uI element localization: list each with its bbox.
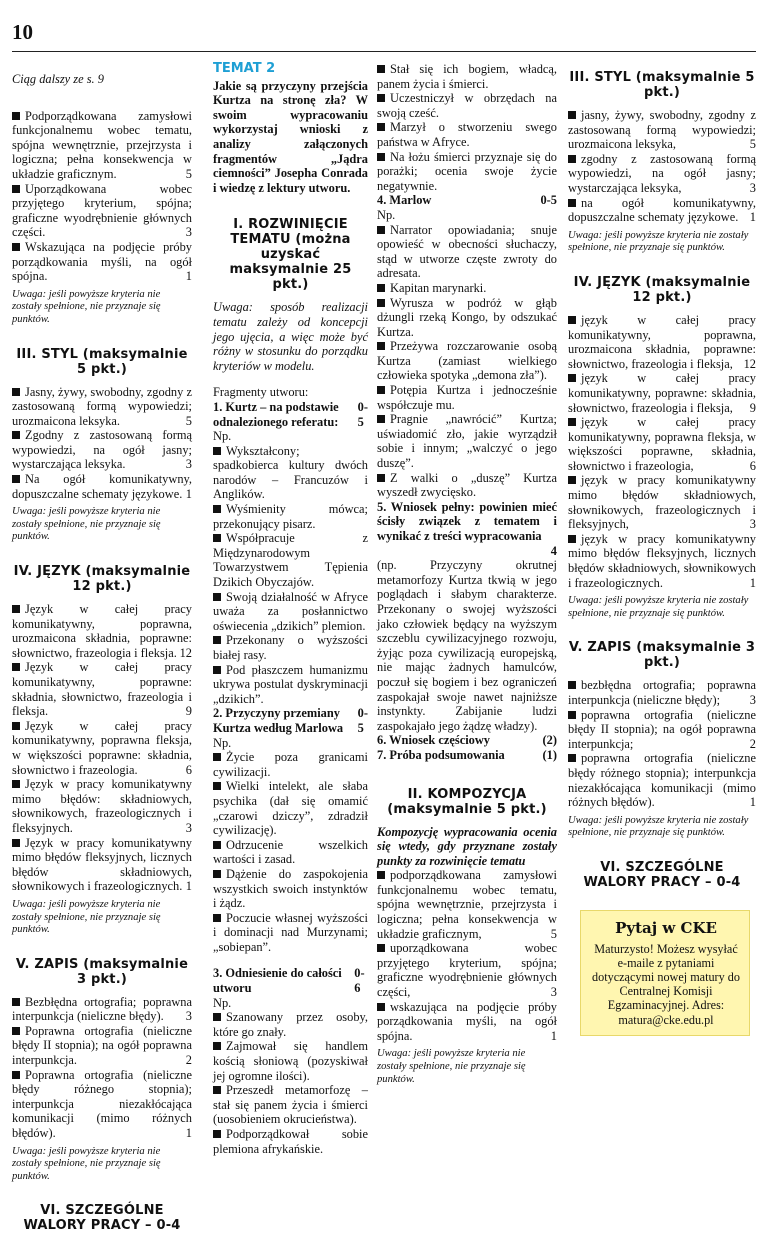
- section-3-title: 3. Odniesienie do całości utworu: [213, 966, 342, 996]
- criterion-text: Język w całej pracy komunikatywny, poprawne: składnia, słownictwo, frazeologia i fleksja.: [12, 660, 192, 719]
- criterion-item: [568, 751, 756, 809]
- criterion-score: 3: [185, 225, 192, 240]
- list-item: [213, 663, 368, 707]
- list-item: [213, 502, 368, 531]
- criterion-text: Język w całej pracy komunikatywny, poprawna fleksja, w większości poprawne: składnia, słownictwo i frazeologia.: [12, 718, 192, 777]
- criterion-text: wskazująca na podjęcie próby porządkowania myśli, na ogół spójna.: [377, 999, 557, 1043]
- square-bullet-icon: [568, 681, 576, 689]
- square-bullet-icon: [568, 155, 576, 163]
- section-4-items: [377, 223, 557, 500]
- criterion-item: [568, 196, 756, 225]
- styl-criteria: [12, 385, 192, 502]
- cke-box-text: Maturzysto! Możesz wysyłać e-maile z pytaniami dotyczącymi nowej matury do Centralnej Komisji Egzaminacyjnej. Adres: matura@cke.edu.pl: [592, 941, 740, 1027]
- square-bullet-icon: [213, 1086, 221, 1094]
- section-heading-jezyk: IV. JĘZYK (maksymalnie 12 pkt.): [13, 564, 191, 595]
- criterion-score: 12: [179, 645, 192, 660]
- criterion-text: Wskazująca na podjęcie próby porządkowania myśli, na ogół spójna.: [12, 239, 192, 284]
- list-item: [377, 62, 557, 91]
- square-bullet-icon: [377, 944, 385, 952]
- square-bullet-icon: [213, 447, 221, 455]
- list-item-text: Stał się ich bogiem, władcą, panem życia i śmierci.: [377, 62, 557, 91]
- criterion-item: [12, 719, 192, 777]
- square-bullet-icon: [12, 780, 20, 788]
- criteria-note: Uwaga: jeśli powyższe kryteria nie zostały spełnione, nie przyznaje się punktów.: [12, 288, 161, 325]
- list-item-text: Odrzucenie wszelkich wartości i zasad.: [213, 837, 368, 867]
- section-5-score: 4: [550, 543, 557, 558]
- list-item: [213, 779, 368, 837]
- criterion-item: [12, 109, 192, 182]
- list-item: [213, 531, 368, 589]
- criterion-text: język w pracy komunikatywny mimo błędów fleksyjnych, licznych błędów składniowych, słownikowych i frazeologicznych.: [568, 531, 756, 590]
- criterion-text: Podporządkowana zamysłowi funkcjonalnemu wobec tematu, spójna wewnętrznie, przejrzysta i logiczna; pełna konsekwencja w układzie graficznym.: [12, 108, 192, 181]
- criterion-score: 1: [550, 1028, 557, 1043]
- list-item-text: Współpracuje z Międzynarodowym Towarzystwem Tępienia Dzikich Obyczajów.: [213, 531, 368, 590]
- square-bullet-icon: [377, 474, 385, 482]
- list-item: [213, 750, 368, 779]
- list-item: [377, 339, 557, 383]
- square-bullet-icon: [568, 199, 576, 207]
- section-3: [213, 966, 368, 995]
- list-item-text: Pragnie „nawrócić” Kurtza; uświadomić zło, jakie wyrządził sobie i innym; „walczyć o jego duszę”.: [377, 412, 557, 471]
- section-heading-jezyk: IV. JĘZYK (maksymalnie 12 pkt.): [573, 274, 751, 305]
- criterion-score: 1: [185, 486, 192, 501]
- square-bullet-icon: [377, 342, 385, 350]
- square-bullet-icon: [377, 65, 385, 73]
- jezyk-criteria: [12, 602, 192, 894]
- square-bullet-icon: [213, 1042, 221, 1050]
- criterion-text: zgodny z zastosowaną formą wypowiedzi, na ogół jasny; wystarczająca leksyka,: [568, 151, 756, 195]
- square-bullet-icon: [12, 722, 20, 730]
- criterion-score: 12: [743, 356, 756, 371]
- list-item: [377, 223, 557, 281]
- square-bullet-icon: [213, 782, 221, 790]
- square-bullet-icon: [12, 475, 20, 483]
- column-2: [213, 62, 368, 1156]
- criterion-score: 5: [550, 926, 557, 941]
- list-item: [213, 867, 368, 911]
- list-item-text: Wykształcony; spadkobierca kultury dwóch narodów – Francuzów i Anglików.: [213, 443, 368, 502]
- section-5-text: (np. Przyczyny okrutnej metamorfozy Kurtza tkwią w jego poglądach i słabym charakterze. Przekonany o swojej wyższości jako człowiek będący na wyższym szczeblu cywilizacyjnego rozwoju, żyjąc poza cywilizacją europejską, nie mając żadnych hamulców, poczuł się bogiem i bez ograniczeń zaspokajał swoje nawet najniższe instynkty. Zabijanie ludzi zaspokajało jego żądzę władzy).: [377, 558, 557, 733]
- square-bullet-icon: [213, 505, 221, 513]
- column-3: [377, 62, 557, 1086]
- np-label: Np.: [377, 207, 396, 222]
- column-1: [12, 72, 192, 1241]
- list-item-text: Przeżywa rozczarowanie osobą Kurtza (zamiast wielkiego człowieka spotyka „demona zła”).: [377, 339, 557, 383]
- criteria-note: Uwaga: jeśli powyższe kryteria nie zostały spełnione, nie przyznaje się punktów.: [568, 814, 749, 839]
- list-item-text: Wyrusza w podróż w głąb dżungli rzeką Kongo, by odszukać Kurtza.: [377, 295, 557, 339]
- criterion-score: 3: [749, 517, 756, 532]
- list-item-text: Dążenie do zaspokojenia wszystkich swoich instynktów i żądz.: [213, 866, 368, 911]
- list-item: [213, 838, 368, 867]
- criterion-score: 6: [185, 762, 192, 777]
- section-1-items: [213, 444, 368, 707]
- criterion-score: 3: [185, 820, 192, 835]
- square-bullet-icon: [568, 111, 576, 119]
- section-6-score: (2): [542, 733, 557, 748]
- list-item: [213, 444, 368, 502]
- kompozycja-criteria: [12, 109, 192, 284]
- section-heading-walory: VI. SZCZEGÓLNE WALORY PRACY – 0-4: [583, 859, 741, 890]
- list-item-text: Poczucie własnej wyższości i dominacji nad Murzynami; „sobiepan”.: [213, 910, 368, 954]
- kompozycja-criteria: [377, 868, 557, 1043]
- section-3-items: [213, 1010, 368, 1156]
- criteria-note: Uwaga: jeśli powyższe kryteria nie zostały spełnione, nie przyznaje się punktów.: [12, 1145, 161, 1182]
- section-5-score-row: [377, 544, 557, 559]
- square-bullet-icon: [568, 754, 576, 762]
- square-bullet-icon: [568, 316, 576, 324]
- column-4: [568, 66, 756, 1036]
- section-4-score: 0-5: [540, 193, 557, 208]
- square-bullet-icon: [377, 871, 385, 879]
- list-item: [377, 471, 557, 500]
- criterion-score: 1: [185, 1126, 192, 1141]
- criteria-note: Uwaga: jeśli powyższe kryteria nie zostały spełnione, nie przyznaje się punktów.: [377, 1048, 526, 1085]
- criterion-item: [12, 428, 192, 472]
- square-bullet-icon: [12, 998, 20, 1006]
- criterion-item: [12, 1068, 192, 1141]
- np-label: Np.: [213, 735, 232, 750]
- section-heading-zapis: V. ZAPIS (maksymalnie 3 pkt.): [568, 640, 756, 671]
- square-bullet-icon: [377, 123, 385, 131]
- square-bullet-icon: [568, 374, 576, 382]
- topic-label: TEMAT 2: [213, 61, 276, 76]
- criterion-item: [568, 708, 756, 752]
- section-4-title: 4. Marlow: [377, 193, 432, 208]
- square-bullet-icon: [12, 1027, 20, 1035]
- list-item-text: Narrator opowiadania; snuje opowieść w obecności słuchaczy, stąd w utworze częste zwroty do adresata.: [377, 222, 557, 281]
- square-bullet-icon: [377, 226, 385, 234]
- criterion-text: Język w pracy komunikatywny mimo błędów: składniowych, słownikowych, frazeologicznych i fleksyjnych.: [12, 777, 192, 835]
- criterion-text: język w całej pracy komunikatywny, poprawna, urozmaicona składnia, poprawne: słownictwo, frazeologia i fleksja,: [568, 312, 756, 371]
- criterion-item: [568, 532, 756, 590]
- section-heading-styl: III. STYL (maksymalnie 5 pkt.): [16, 346, 188, 377]
- list-item-text: Na łożu śmierci przyznaje się do porażki; ocenia swoje życie negatywnie.: [377, 149, 557, 193]
- list-item: [377, 150, 557, 194]
- list-item-text: Swoją działalność w Afryce uważa za posłannictwo oświecenia „dzikich” plemion.: [213, 589, 368, 633]
- section-2-title: 2. Przyczyny przemiany Kurtza według Marlowa: [213, 706, 344, 735]
- square-bullet-icon: [12, 663, 20, 671]
- styl-criteria: [568, 108, 756, 225]
- section-7-title: 7. Próba podsumowania: [377, 747, 505, 762]
- topic-text: Jakie są przyczyny przejścia Kurtza na stronę zła? W swoim wypracowaniu wykorzystaj wnioski z analizy załączonych fragmentów „Jądra ciemności” Josepha Conrada i wiedzę z lektury utworu.: [213, 78, 368, 195]
- list-item-text: Wielki intelekt, ale słaba psychika (dał się omamić „czarowi dziczy”, zdradził cywilizację).: [213, 779, 368, 838]
- square-bullet-icon: [213, 593, 221, 601]
- criterion-score: 1: [749, 575, 756, 590]
- square-bullet-icon: [377, 415, 385, 423]
- section-6: [377, 733, 557, 748]
- square-bullet-icon: [377, 1003, 385, 1011]
- square-bullet-icon: [12, 243, 20, 251]
- criterion-item: [12, 240, 192, 284]
- square-bullet-icon: [12, 185, 20, 193]
- criterion-score: 2: [185, 1053, 192, 1068]
- criterion-score: 1: [185, 879, 192, 894]
- square-bullet-icon: [213, 1013, 221, 1021]
- criterion-text: uporządkowana wobec przyjętego kryterium, spójna; graficzne wyodrębnienie głównych części,: [377, 941, 557, 1000]
- criterion-score: 1: [749, 210, 756, 225]
- list-item: [377, 383, 557, 412]
- section-heading-styl: III. STYL (maksymalnie 5 pkt.): [569, 70, 755, 100]
- criterion-text: język w całej pracy komunikatywny, poprawne: składnia, słownictwo, frazeologia i fleksja,: [568, 371, 756, 415]
- criterion-score: 5: [749, 137, 756, 152]
- square-bullet-icon: [213, 753, 221, 761]
- section-2-score: 0-5: [357, 706, 368, 735]
- continuation-note: Ciąg dalszy ze s. 9: [12, 72, 104, 86]
- list-item-text: Z walki o „duszę” Kurtza wyszedł zwycięsko.: [377, 470, 557, 500]
- criterion-score: 9: [185, 704, 192, 719]
- criterion-score: 1: [185, 269, 192, 284]
- list-item: [377, 120, 557, 149]
- section-5-title: 5. Wniosek pełny: powinien mieć ścisły związek z tematem i wynikać z treści wypracowania: [377, 499, 557, 543]
- criterion-item: [568, 678, 756, 707]
- criterion-item: [12, 660, 192, 718]
- fragments-label: Fragmenty utworu:: [213, 385, 309, 400]
- list-item: [213, 1010, 368, 1039]
- criterion-score: 3: [749, 693, 756, 707]
- np-label: Np.: [213, 429, 232, 444]
- criterion-item: [377, 941, 557, 999]
- criterion-item: [568, 473, 756, 531]
- list-item-text: Marzył o stworzeniu swego państwa w Afryce.: [377, 120, 557, 149]
- marlow-intro-items: [377, 62, 557, 193]
- list-item: [213, 590, 368, 634]
- criterion-item: [568, 313, 756, 371]
- section-1: [213, 400, 368, 429]
- list-item: [213, 1039, 368, 1083]
- jezyk-criteria: [568, 313, 756, 590]
- square-bullet-icon: [568, 418, 576, 426]
- section-heading-kompozycja: II. KOMPOZYCJA (maksymalnie 5 pkt.): [387, 786, 547, 817]
- cke-info-box: [580, 910, 750, 1036]
- criterion-item: [568, 415, 756, 473]
- criterion-text: Język w całej pracy komunikatywny, poprawna, urozmaicona składnia, poprawne: słownictwo, frazeologia i fleksja.: [12, 602, 192, 660]
- section-4: [377, 193, 557, 208]
- criterion-text: na ogół komunikatywny, dopuszczalne schematy językowe.: [568, 195, 756, 225]
- criterion-score: 3: [185, 1009, 192, 1024]
- criterion-text: Język w pracy komunikatywny mimo błędów fleksyjnych, licznych błędów składniowych, słownikowych i frazeologicznych.: [12, 835, 192, 894]
- criterion-item: [12, 836, 192, 894]
- np-label: Np.: [213, 995, 232, 1010]
- criterion-item: [568, 108, 756, 152]
- square-bullet-icon: [377, 386, 385, 394]
- list-item: [377, 91, 557, 120]
- section-7-score: (1): [542, 747, 557, 762]
- kompozycja-intro: Kompozycję wypracowania ocenia się wtedy, gdy przyznane zostały punkty za rozwinięcie tematu: [377, 824, 557, 868]
- criteria-note: Uwaga: jeśli powyższe kryteria nie zostały spełnione, nie przyznaje się punktów.: [568, 595, 749, 619]
- criterion-item: [568, 371, 756, 415]
- criterion-item: [12, 472, 192, 501]
- section-heading-walory: VI. SZCZEGÓLNE WALORY PRACY – 0-4: [23, 1203, 181, 1234]
- criterion-item: [377, 1000, 557, 1044]
- criteria-note: Uwaga: jeśli powyższe kryteria nie zostały spełnione, nie przyznaje się punktów.: [12, 506, 161, 543]
- square-bullet-icon: [12, 112, 20, 120]
- zapis-criteria: [568, 678, 756, 809]
- criterion-text: Uporządkowana wobec przyjętego kryterium, spójna; graficzne wyodrębnienie głównych części.: [12, 181, 192, 240]
- page-number: 10: [12, 20, 33, 44]
- criterion-text: język w całej pracy komunikatywny, poprawna fleksja, w większości poprawne, składnia, słownictwo i frazeologia,: [568, 415, 756, 473]
- list-item-text: Szanowany przez osoby, które go znały.: [213, 1010, 368, 1039]
- section-heading-zapis: V. ZAPIS (maksymalnie 3 pkt.): [15, 956, 189, 987]
- square-bullet-icon: [12, 388, 20, 396]
- criterion-text: jasny, żywy, swobodny, zgodny z zastosowaną formą wypowiedzi; urozmaicona leksyka,: [568, 108, 756, 152]
- criterion-score: 2: [749, 736, 756, 751]
- criterion-item: [12, 602, 192, 660]
- list-item-text: Przekonany o wyższości białej rasy.: [213, 633, 368, 662]
- list-item-text: Uczestniczył w obrzędach na swoją cześć.: [377, 91, 557, 120]
- square-bullet-icon: [568, 476, 576, 484]
- criterion-score: 5: [185, 166, 192, 181]
- zapis-criteria: [12, 995, 192, 1141]
- criterion-text: poprawna ortografia (nieliczne błędy II stopnia); na ogół poprawna interpunkcja;: [568, 707, 756, 751]
- criterion-text: Na ogół komunikatywny, dopuszczalne schematy językowe.: [12, 472, 192, 501]
- section-6-title: 6. Wniosek częściowy: [377, 733, 490, 748]
- list-item: [377, 412, 557, 470]
- criterion-score: 5: [185, 413, 192, 428]
- criterion-text: Poprawna ortografia (nieliczne błędy różnego stopnia); interpunkcja niezakłócająca komunikacji (mimo różnych błędów).: [12, 1067, 192, 1141]
- criterion-item: [12, 777, 192, 835]
- square-bullet-icon: [213, 870, 221, 878]
- square-bullet-icon: [213, 841, 221, 849]
- criterion-item: [377, 868, 557, 941]
- criterion-score: 6: [749, 458, 756, 473]
- square-bullet-icon: [213, 914, 221, 922]
- square-bullet-icon: [213, 534, 221, 542]
- square-bullet-icon: [377, 94, 385, 102]
- section-heading-rozwiniecie: I. ROZWINIĘCIE TEMATU (można uzyskać maksymalnie 25 pkt.): [229, 217, 352, 293]
- section-1-score: 0-5: [357, 399, 368, 429]
- criterion-text: Zgodny z zastosowaną formą wypowiedzi, na ogół jasny; wystarczająca leksyka.: [12, 428, 192, 472]
- list-item-text: Potępia Kurtza i jednocześnie współczuje mu.: [377, 383, 557, 412]
- criteria-note: Uwaga: jeśli powyższe kryteria nie zostały spełnione, nie przyznaje się punktów.: [568, 229, 749, 254]
- square-bullet-icon: [377, 299, 385, 307]
- section-2: [213, 706, 368, 735]
- criterion-text: Jasny, żywy, swobodny, zgodny z zastosowaną formą wypowiedzi; urozmaicona leksyka.: [12, 384, 192, 428]
- square-bullet-icon: [377, 153, 385, 161]
- square-bullet-icon: [12, 839, 20, 847]
- list-item-text: Podporządkował sobie plemiona afrykańskie.: [213, 1127, 368, 1156]
- criterion-text: Poprawna ortografia (nieliczne błędy II stopnia); na ogół poprawna interpunkcja.: [12, 1023, 192, 1068]
- criterion-score: 3: [550, 985, 557, 1000]
- criterion-score: 3: [185, 457, 192, 472]
- list-item-text: Kapitan marynarki.: [390, 280, 487, 295]
- square-bullet-icon: [213, 1130, 221, 1138]
- criterion-text: bezbłędna ortografia; poprawna interpunkcja (nieliczne błędy);: [568, 678, 756, 707]
- list-item: [213, 1127, 368, 1156]
- list-item: [213, 633, 368, 662]
- section-3-score: 0-6: [354, 966, 365, 996]
- list-item-text: Pod płaszczem humanizmu ukrywa postulat dyskryminacji „dzikich”.: [213, 662, 368, 706]
- criterion-text: język w pracy komunikatywny mimo błędów składniowych, słownikowych, frazeologicznych i fleksyjnych,: [568, 473, 756, 532]
- list-item-text: Przeszedł metamorfozę – stał się panem życia i śmierci (uosobieniem okrucieństwa).: [213, 1083, 368, 1127]
- list-item-text: Życie poza granicami cywilizacji.: [213, 750, 368, 779]
- criterion-text: podporządkowana zamysłowi funkcjonalnemu wobec tematu, spójna wewnętrznie, przejrzysta i logiczna; pełna konsekwencja w układzie graficznym,: [377, 868, 557, 941]
- list-item: [213, 911, 368, 955]
- criterion-text: poprawna ortografia (nieliczne błędy różnego stopnia); interpunkcja niezakłócająca komunikacji (mimo różnych błędów).: [568, 751, 756, 810]
- criterion-score: 9: [749, 400, 756, 415]
- section-7: [377, 748, 557, 763]
- square-bullet-icon: [213, 636, 221, 644]
- list-item-text: Wyśmienity mówca; przekonujący pisarz.: [213, 502, 368, 531]
- square-bullet-icon: [568, 711, 576, 719]
- square-bullet-icon: [213, 666, 221, 674]
- cke-box-title: Pytaj w CKE: [615, 918, 717, 937]
- square-bullet-icon: [12, 605, 20, 613]
- criteria-note: Uwaga: jeśli powyższe kryteria nie zostały spełnione, nie przyznaje się punktów.: [12, 898, 161, 936]
- list-item-text: Zajmował się handlem kością słoniową (pozyskiwał jej ogromne ilości).: [213, 1039, 368, 1083]
- section-2-items: [213, 750, 368, 954]
- section-1-title: 1. Kurtz – na podstawie odnalezionego referatu:: [213, 399, 339, 429]
- square-bullet-icon: [377, 284, 385, 292]
- criterion-score: 1: [749, 795, 756, 810]
- criterion-text: Bezbłędna ortografia; poprawna interpunkcja (nieliczne błędy).: [12, 994, 192, 1024]
- criterion-item: [568, 152, 756, 196]
- list-item: [377, 296, 557, 340]
- criterion-item: [12, 995, 192, 1024]
- header-rule: [12, 51, 756, 52]
- list-item: [377, 281, 557, 296]
- square-bullet-icon: [568, 535, 576, 543]
- criterion-item: [12, 385, 192, 429]
- square-bullet-icon: [12, 431, 20, 439]
- criterion-item: [12, 1024, 192, 1068]
- criterion-score: 3: [749, 180, 756, 195]
- method-note: Uwaga: sposób realizacji tematu zależy od koncepcji jego ujęcia, a więc może być różny w stosunku do porządku kryteriów w modelu.: [213, 300, 368, 373]
- list-item: [213, 1083, 368, 1127]
- square-bullet-icon: [12, 1071, 20, 1079]
- criterion-item: [12, 182, 192, 240]
